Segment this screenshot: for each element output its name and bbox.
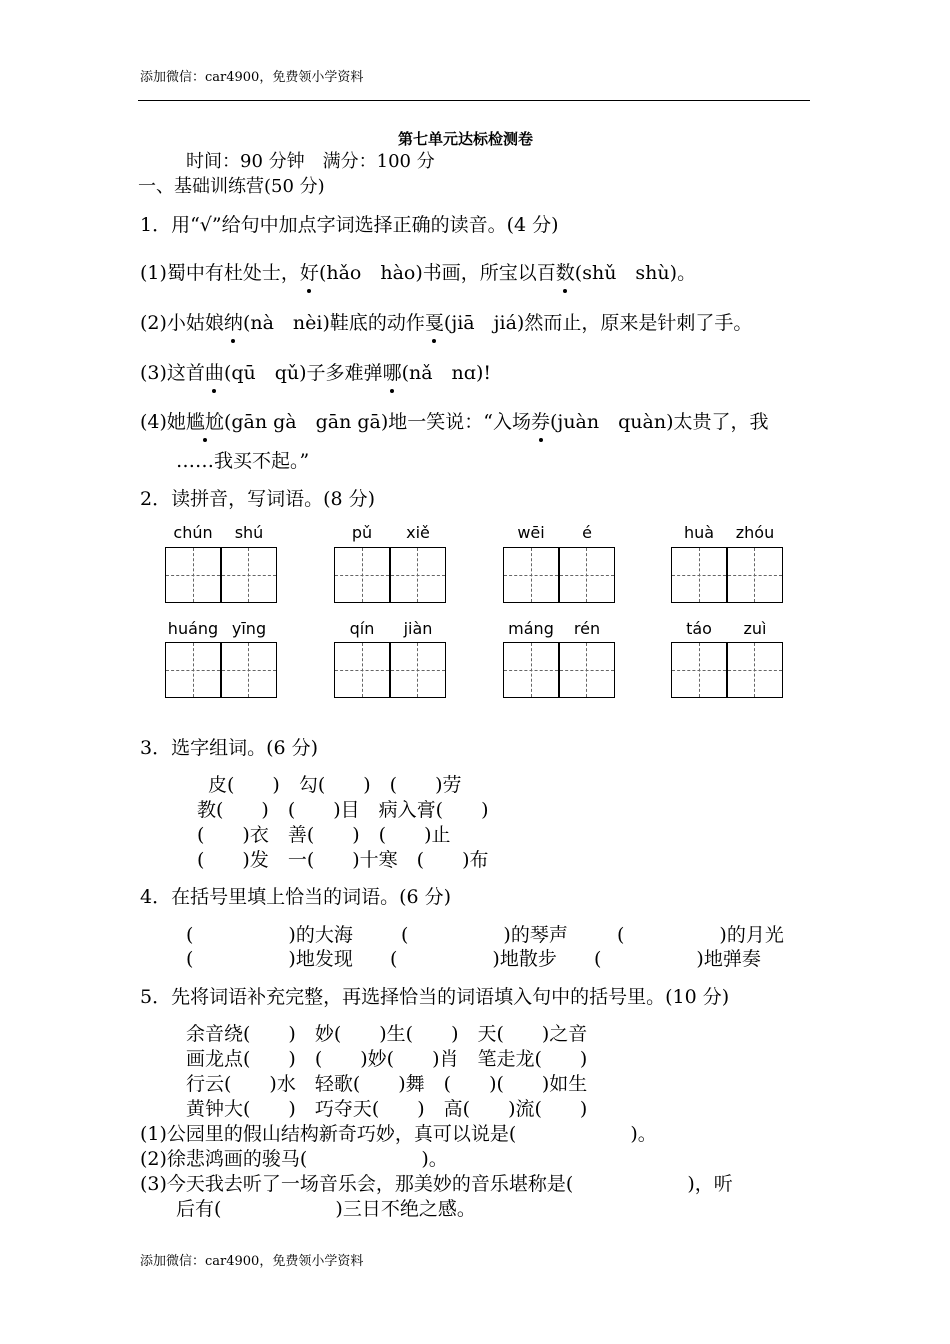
q1-line-4: (4)她尴尬(gān gà gān gā)地一笑说：“入场券(juàn quàn)太贵了，我 bbox=[140, 411, 769, 433]
q5-sentence-4: 后有( )三日不绝之感。 bbox=[176, 1198, 476, 1220]
dotted-char: 曲 bbox=[204, 362, 224, 384]
q5-sentence-1: (1)公园里的假山结构新奇巧妙，真可以说是( )。 bbox=[140, 1123, 657, 1145]
q4-item: ( )的大海 bbox=[186, 924, 353, 946]
header-divider bbox=[138, 100, 810, 101]
q5-sentence-2: (2)徐悲鸿画的骏马( )。 bbox=[140, 1148, 448, 1170]
pinyin-label: chún bbox=[173, 523, 213, 542]
q1-line-2: (2)小姑娘纳(nà nèi)鞋底的动作戛(jiā jiá)然而止，原来是针刺了手。 bbox=[140, 312, 753, 334]
pinyin-label: huà bbox=[683, 523, 715, 542]
writing-grid[interactable] bbox=[503, 642, 615, 698]
writing-grid[interactable] bbox=[165, 642, 277, 698]
q4-item: ( )地发现 bbox=[186, 948, 353, 970]
pinyin-label: yīng bbox=[231, 619, 267, 638]
time-score-line: 时间：90 分钟 满分：100 分 bbox=[186, 151, 435, 172]
q5-line-4: 黄钟大( ) 巧夺天( ) 高( )流( ) bbox=[186, 1098, 588, 1120]
q1-line-1: (1)蜀中有杜处士，好(hǎo hào)书画，所宝以百数(shǔ shù)。 bbox=[140, 262, 697, 284]
section-1-heading: 一、基础训练营(50 分) bbox=[138, 176, 325, 197]
writing-grid[interactable] bbox=[165, 547, 277, 603]
q5-line-3: 行云( )水 轻歌( )舞 ( )( )如生 bbox=[186, 1073, 588, 1095]
page-footer: 添加微信：car4900，免费领小学资料 bbox=[140, 1254, 364, 1269]
q1-line-5: ……我买不起。” bbox=[176, 450, 310, 472]
q3-line-3: ( )衣 善( ) ( )止 bbox=[197, 824, 451, 846]
pinyin-label: rén bbox=[573, 619, 601, 638]
q2-heading: 2．读拼音，写词语。(8 分) bbox=[140, 488, 376, 510]
pinyin-label: é bbox=[582, 523, 592, 542]
page-header: 添加微信：car4900，免费领小学资料 bbox=[140, 70, 364, 85]
pinyin-label: máng bbox=[508, 619, 554, 638]
q3-line-1: 皮( ) 勾( ) ( )劳 bbox=[208, 774, 462, 796]
pinyin-label: qín bbox=[349, 619, 375, 638]
writing-grid[interactable] bbox=[334, 642, 446, 698]
q4-heading: 4．在括号里填上恰当的词语。(6 分) bbox=[140, 886, 452, 908]
dotted-char: 纳 bbox=[223, 312, 243, 334]
writing-grid[interactable] bbox=[671, 642, 783, 698]
q5-sentence-3: (3)今天我去听了一场音乐会，那美妙的音乐堪称是( )，听 bbox=[140, 1173, 733, 1195]
dotted-char: 数 bbox=[555, 262, 575, 284]
q4-item: ( )的琴声 bbox=[401, 924, 568, 946]
pinyin-label: wēi bbox=[517, 523, 545, 542]
q1-heading: 1．用“√”给句中加点字词选择正确的读音。(4 分) bbox=[140, 214, 559, 236]
pinyin-label: táo bbox=[686, 619, 712, 638]
pinyin-label: huáng bbox=[167, 619, 219, 638]
pinyin-label: jiàn bbox=[403, 619, 433, 638]
q4-item: ( )的月光 bbox=[617, 924, 784, 946]
q4-item: ( )地弹奏 bbox=[594, 948, 761, 970]
writing-grid[interactable] bbox=[671, 547, 783, 603]
q3-line-2: 教( ) ( )目 病入膏( ) bbox=[197, 799, 489, 821]
dotted-char: 尴尬 bbox=[185, 411, 224, 433]
q3-heading: 3．选字组词。(6 分) bbox=[140, 737, 319, 759]
pinyin-label: shú bbox=[234, 523, 264, 542]
q1-line-3: (3)这首曲(qū qǔ)子多难弹哪(nǎ nɑ)! bbox=[140, 362, 492, 384]
writing-grid[interactable] bbox=[503, 547, 615, 603]
dotted-char: 好 bbox=[299, 262, 319, 284]
dotted-char: 戛 bbox=[424, 312, 444, 334]
q5-line-1: 余音绕( ) 妙( )生( ) 天( )之音 bbox=[186, 1023, 588, 1045]
pinyin-label: xiě bbox=[406, 523, 430, 542]
pinyin-label: zuì bbox=[743, 619, 767, 638]
q3-line-4: ( )发 一( )十寒 ( )布 bbox=[197, 849, 489, 871]
q4-item: ( )地散步 bbox=[390, 948, 557, 970]
page-title: 第七单元达标检测卷 bbox=[398, 130, 534, 148]
pinyin-label: pǔ bbox=[351, 523, 373, 542]
dotted-char: 券 bbox=[531, 411, 551, 433]
pinyin-label: zhóu bbox=[735, 523, 775, 542]
q5-heading: 5．先将词语补充完整，再选择恰当的词语填入句中的括号里。(10 分) bbox=[140, 986, 730, 1008]
dotted-char: 哪 bbox=[382, 362, 402, 384]
q5-line-2: 画龙点( ) ( )妙( )肖 笔走龙( ) bbox=[186, 1048, 588, 1070]
writing-grid[interactable] bbox=[334, 547, 446, 603]
